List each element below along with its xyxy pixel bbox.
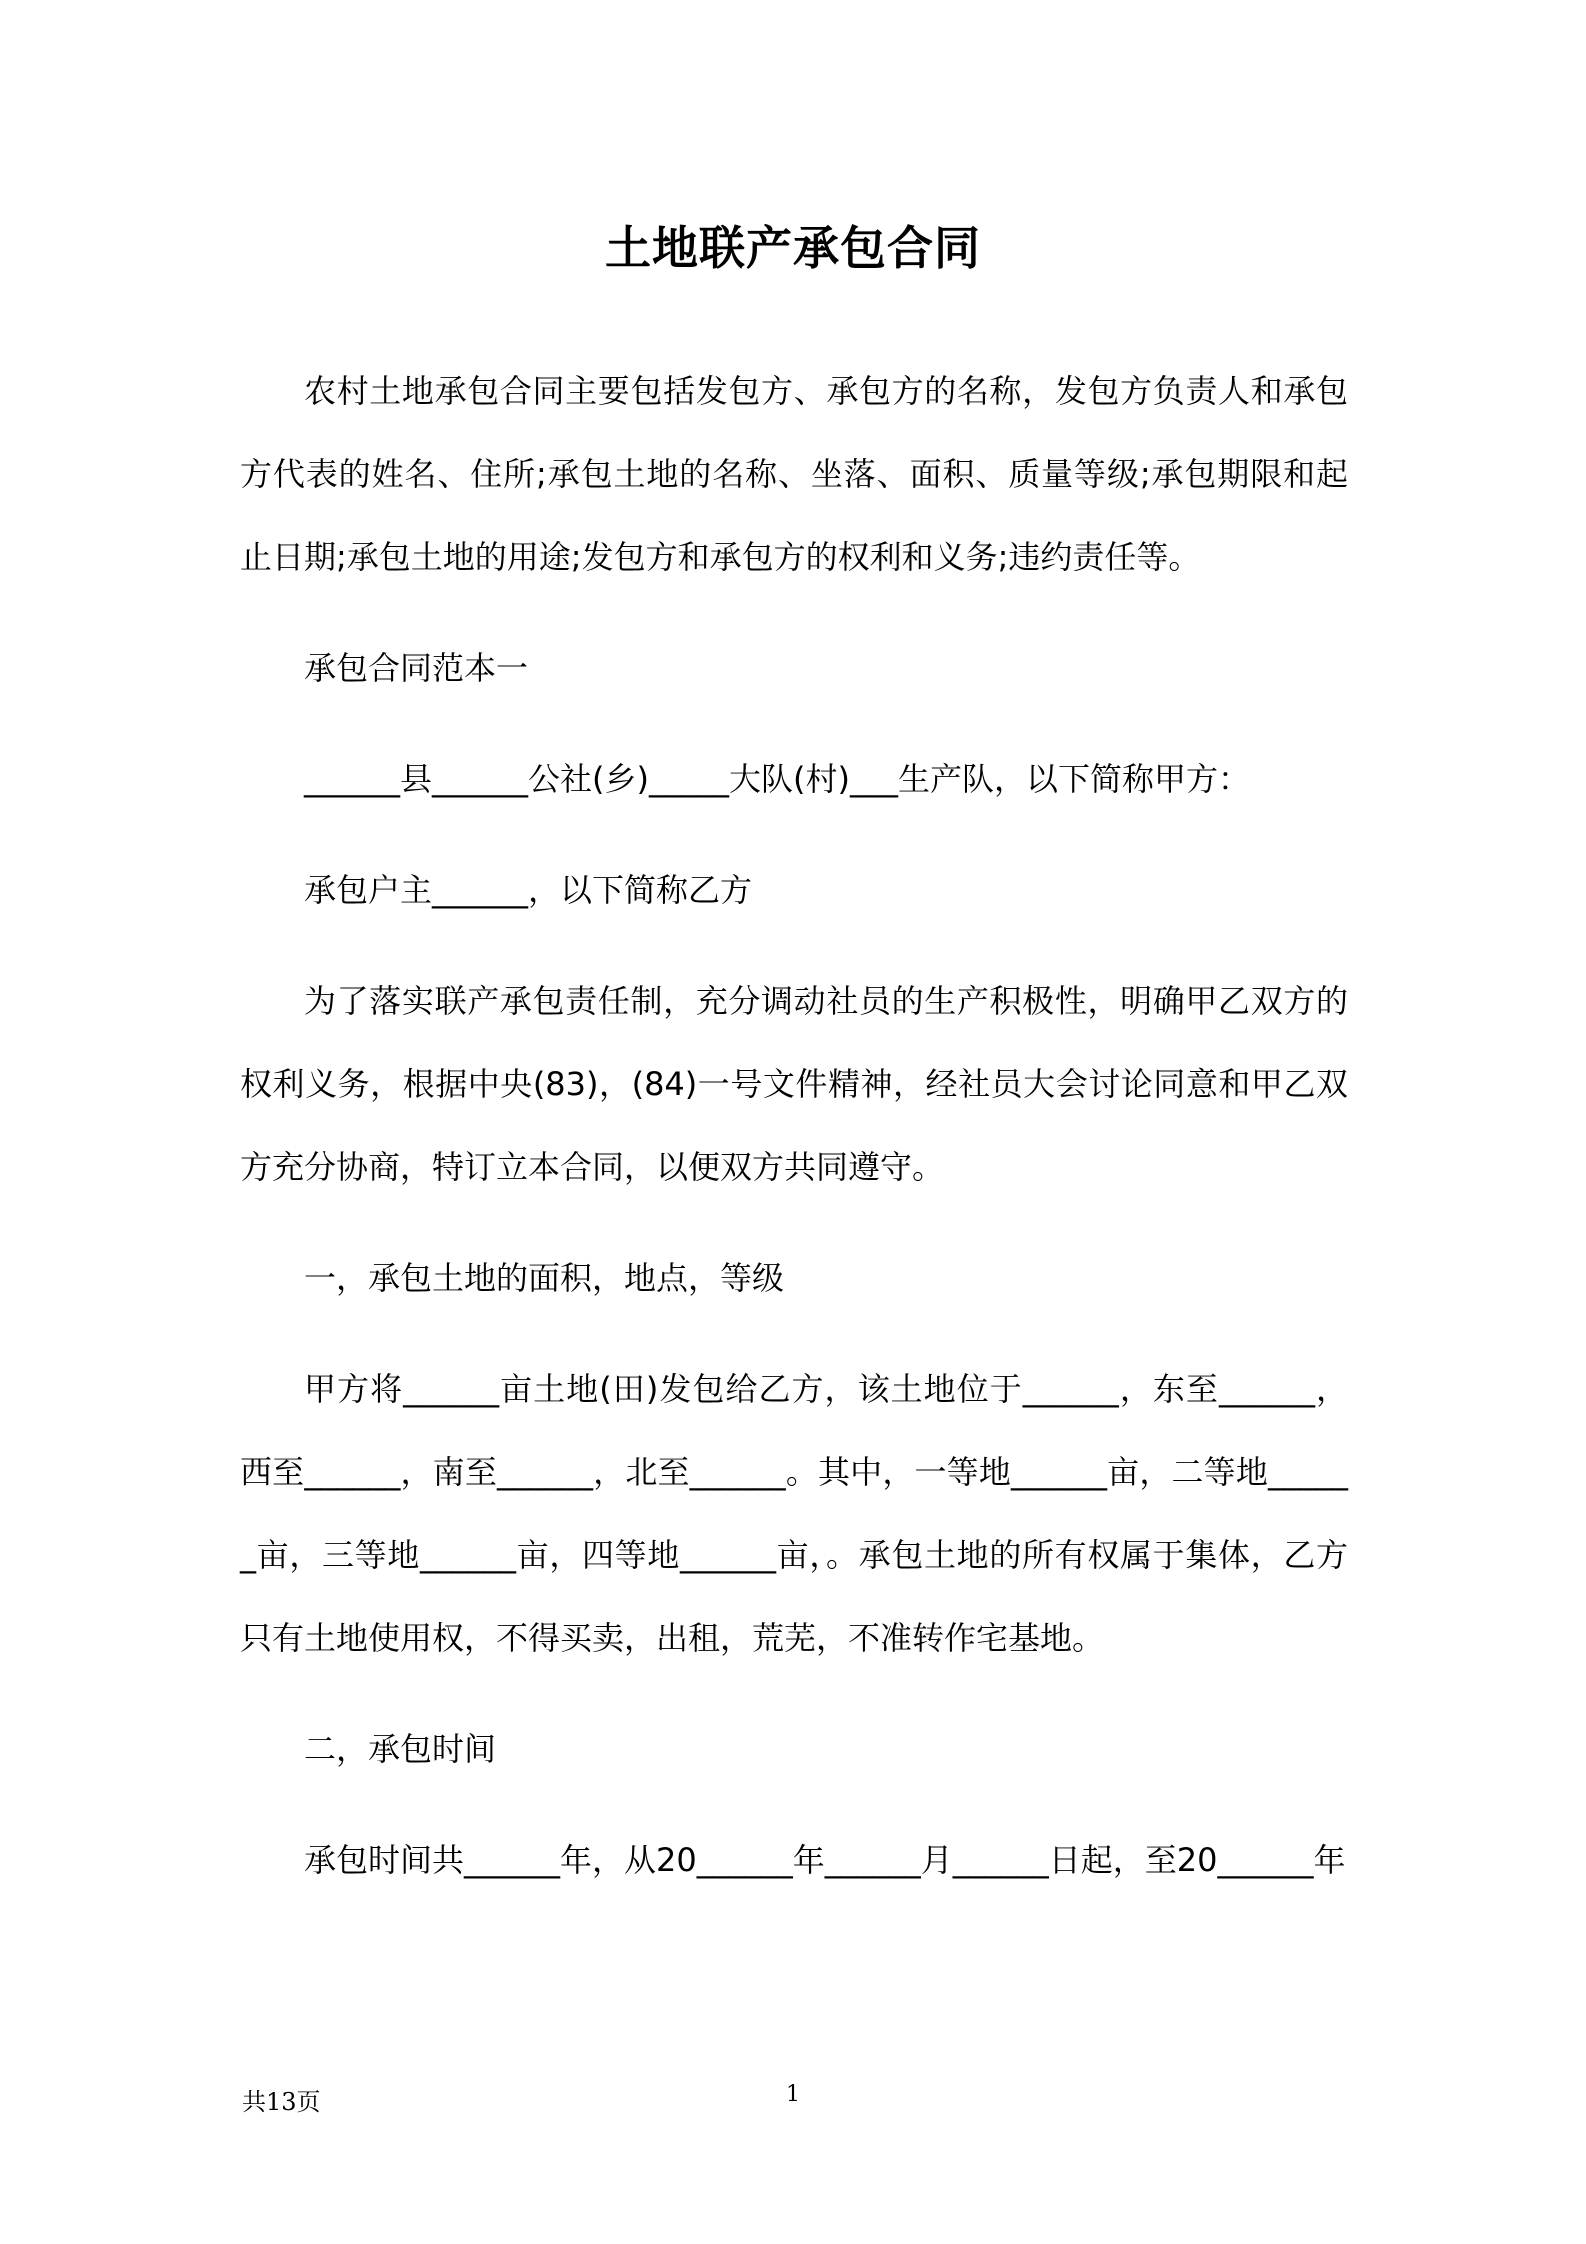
paragraph-term-details: 承包时间共______年，从20______年______月______日起，至20______年 bbox=[304, 1841, 1346, 1879]
document-body bbox=[240, 350, 1348, 1930]
paragraph-purpose: 为了落实联产承包责任制，充分调动社员的生产积极性，明确甲乙双方的权利义务，根据中央(83)，(84)一号文件精神，经社员大会讨论同意和甲乙双方充分协商，特订立本合同，以便双方共同遵守。 bbox=[240, 982, 1348, 1186]
paragraph-land-details: 甲方将______亩土地(田)发包给乙方，该土地位于______，东至______，西至______，南至______，北至______。其中，一等地______亩，二等地______亩，三等地______亩，四等地______亩，。承包土地的所有权属于集体，乙方只有土地使用权，不得买卖，出租，荒芜，不准转作宅基地。 bbox=[240, 1370, 1348, 1657]
section-heading-term: 二，承包时间 bbox=[304, 1730, 497, 1768]
page-number: 1 bbox=[786, 2082, 800, 2107]
paragraph-party-b: 承包户主______，以下简称乙方 bbox=[304, 871, 753, 909]
paragraph-intro: 农村土地承包合同主要包括发包方、承包方的名称，发包方负责人和承包方代表的姓名、住所;承包土地的名称、坐落、面积、质量等级;承包期限和起止日期;承包土地的用途;发包方和承包方的权利和义务;违约责任等。 bbox=[240, 372, 1348, 576]
paragraph-template-heading: 承包合同范本一 bbox=[304, 649, 529, 687]
section-heading-land: 一，承包土地的面积，地点，等级 bbox=[304, 1259, 785, 1297]
page-count: 共13页 bbox=[242, 2088, 321, 2116]
paragraph-party-a: ______县______公社(乡)_____大队(村)___生产队，以下简称甲方： bbox=[304, 760, 1250, 798]
document-title: 土地联产承包合同 bbox=[605, 221, 981, 275]
